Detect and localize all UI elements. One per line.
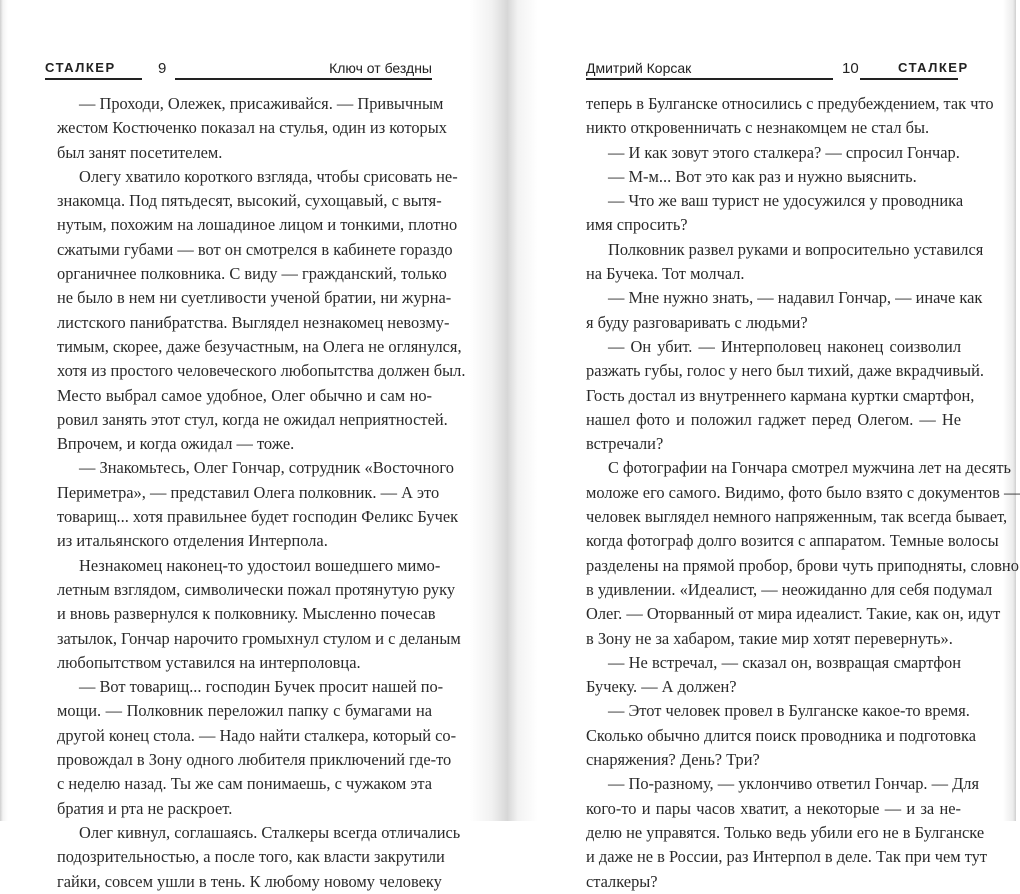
text-line: — Вот товарищ... господин Бучек просит нашей по- xyxy=(79,677,444,697)
text-line: и вновь развернулся к полковнику. Мысленно почесав xyxy=(57,604,436,624)
paragraph xyxy=(57,165,466,457)
text-line: кого-то и пары часов хватит, а некоторые — и за не- xyxy=(586,798,961,818)
text-line: человек выглядел немного напряженным, так всегда бывает, xyxy=(586,507,1008,527)
text-line: встречали? xyxy=(586,434,664,454)
left-page xyxy=(0,0,508,891)
text-line: провождал в Зону одного любителя приключений где-то xyxy=(57,750,452,770)
text-line: нутым, похожим на лошадиное лицом и тонкими, плотно xyxy=(57,215,458,235)
text-line: хотя из простого человеческого любопытства должен был. xyxy=(57,361,466,381)
paragraph xyxy=(586,238,984,287)
text-line: делю не управятся. Только ведь убили его не в Булганске xyxy=(586,822,985,842)
paragraph xyxy=(57,675,457,821)
series-brand: СТАЛКЕР xyxy=(898,60,969,75)
page-number: 9 xyxy=(158,60,167,77)
paragraph xyxy=(586,286,983,335)
text-line: гайки, совсем ушли в тень. К любому новому человеку xyxy=(57,871,442,891)
text-line: в Зону не за хабаром, такие мир хотят перевернуть». xyxy=(586,628,953,648)
header-rule xyxy=(45,78,142,80)
text-line: — Этот человек провел в Булганске какое-то время. xyxy=(608,701,970,721)
body-text xyxy=(57,92,466,894)
header-rule xyxy=(586,78,833,80)
text-line: в удивлении. «Идеалист, — неожиданно для себя подумал xyxy=(586,579,993,599)
text-line: братия и рта не раскроет. xyxy=(57,798,233,818)
text-line: — Что же ваш турист не удосужился у проводника xyxy=(608,191,964,211)
text-line: на Бучека. Тот молчал. xyxy=(586,264,745,284)
text-line: я буду разговаривать с людьми? xyxy=(586,312,808,332)
text-line: моложе его самого. Видимо, фото было взято с документов — xyxy=(586,482,1020,502)
text-line: знакомца. Под пятьдесят, высокий, сухощавый, с вытя- xyxy=(57,191,442,211)
text-line: Олег. — Оторванный от мира идеалист. Такие, как он, идут xyxy=(586,604,1001,624)
paragraph xyxy=(586,189,964,238)
paragraph xyxy=(586,772,988,893)
text-line: летным взглядом, символически пожал протянутую руку xyxy=(57,579,456,599)
paragraph xyxy=(586,165,961,189)
text-line: ровил занять этот стул, когда не ожидал неприятностей. xyxy=(57,409,448,429)
text-line: с неделю назад. Ты же сам понимаешь, с чужаком эта xyxy=(57,774,432,794)
text-line: — По-разному, — уклончиво ответил Гончар. — Для xyxy=(608,774,979,794)
text-line: снаряжения? День? Три? xyxy=(586,750,760,770)
text-line: листского панибратства. Выглядел незнакомец невозму- xyxy=(57,312,450,332)
text-line: теперь в Булганске относились с предубеждением, так что xyxy=(586,94,994,113)
paragraph xyxy=(57,92,447,165)
text-line: товарищ... хотя правильнее будет господин Феликс Бучек xyxy=(57,507,459,527)
text-line: Впрочем, и когда ожидал — тоже. xyxy=(57,434,295,454)
text-line: Гость достал из внутреннего кармана куртки смартфон, xyxy=(586,385,975,405)
text-line: Периметра», — представил Олега полковник. — А это xyxy=(57,482,440,502)
text-line: — Не встречал, — сказал он, возвращая смартфон xyxy=(608,652,961,672)
text-line: Бучеку. — А должен? xyxy=(586,677,737,697)
series-brand: СТАЛКЕР xyxy=(45,60,116,75)
text-line: — Он убит. — Интерполовец наконец соизволил xyxy=(608,336,961,356)
right-page xyxy=(508,0,1020,891)
text-line: — М-м... Вот это как раз и нужно выяснить. xyxy=(608,166,917,186)
text-line: нашел фото и положил гаджет перед Олегом. — Не xyxy=(586,409,961,429)
text-line: подозрительностью, а после того, как власти закрутили xyxy=(57,847,445,867)
text-line: — И как зовут этого сталкера? — спросил Гончар. xyxy=(608,142,960,162)
text-line: — Мне нужно знать, — надавил Гончар, — иначе как xyxy=(608,288,983,308)
text-line: сталкеры? xyxy=(586,871,658,891)
paragraph xyxy=(586,92,994,141)
body-text xyxy=(586,92,1020,894)
paragraph xyxy=(586,651,961,700)
text-line: — Проходи, Олежек, присаживайся. — Привычным xyxy=(79,94,444,113)
text-line: разделены на прямой пробор, брови чуть приподняты, словно xyxy=(586,555,1019,575)
paragraph xyxy=(57,554,461,675)
text-line: С фотографии на Гончара смотрел мужчина лет на десять xyxy=(608,458,1011,478)
text-line: не было в нем ни суетливости ученой братии, ни журна- xyxy=(57,288,452,308)
text-line: Олегу хватило короткого взгляда, чтобы срисовать не- xyxy=(79,166,458,186)
text-line: жестом Костюченко показал на стулья, один из которых xyxy=(57,118,447,138)
running-title: Ключ от бездны xyxy=(329,60,432,76)
text-line: из итальянского отделения Интерпола. xyxy=(57,531,328,551)
text-line: любопытством уставился на интерполовца. xyxy=(57,652,361,672)
text-line: Полковник развел руками и вопросительно уставился xyxy=(608,239,984,259)
text-line: — Знакомьтесь, Олег Гончар, сотрудник «Восточного xyxy=(79,458,454,478)
text-line: затылок, Гончар нарочито громыхнул стулом и с деланым xyxy=(57,628,461,648)
text-line: разжать губы, голос у него был тихий, даже вкрадчивый. xyxy=(586,361,984,381)
text-line: никто откровенничать с незнакомцем не стал бы. xyxy=(586,118,930,138)
text-line: органичнее полковника. С виду — гражданский, только xyxy=(57,264,447,284)
text-line: когда фотограф долго возится с аппаратом. Темные волосы xyxy=(586,531,999,551)
page-number: 10 xyxy=(842,60,859,77)
paragraph xyxy=(57,456,459,553)
text-line: Сколько обычно длится поиск проводника и подготовка xyxy=(586,725,976,745)
paragraph xyxy=(586,335,984,456)
text-line: тимым, скорее, даже безучастным, на Олега не оглянулся, xyxy=(57,336,462,356)
text-line: имя спросить? xyxy=(586,215,688,235)
text-line: сжатыми губами — вот он смотрелся в кабинете гораздо xyxy=(57,239,453,259)
paragraph xyxy=(586,699,976,772)
header-rule xyxy=(175,78,432,80)
text-line: другой конец стола. — Надо найти сталкера, который со- xyxy=(57,725,457,745)
text-line: Место выбрал самое удобное, Олег обычно и сам но- xyxy=(57,385,432,405)
text-line: и даже не в России, раз Интерпол в деле. Так при чем тут xyxy=(586,847,988,867)
text-line: мощи. — Полковник переложил папку с бумагами на xyxy=(57,701,432,721)
text-line: был занят посетителем. xyxy=(57,142,223,162)
text-line: Олег кивнул, соглашаясь. Сталкеры всегда отличались xyxy=(79,822,461,842)
text-line: Незнакомец наконец-то удостоил вошедшего мимо- xyxy=(79,555,441,575)
paragraph xyxy=(57,821,461,894)
paragraph xyxy=(586,141,961,165)
author-name: Дмитрий Корсак xyxy=(586,60,692,76)
paragraph xyxy=(586,456,1020,650)
